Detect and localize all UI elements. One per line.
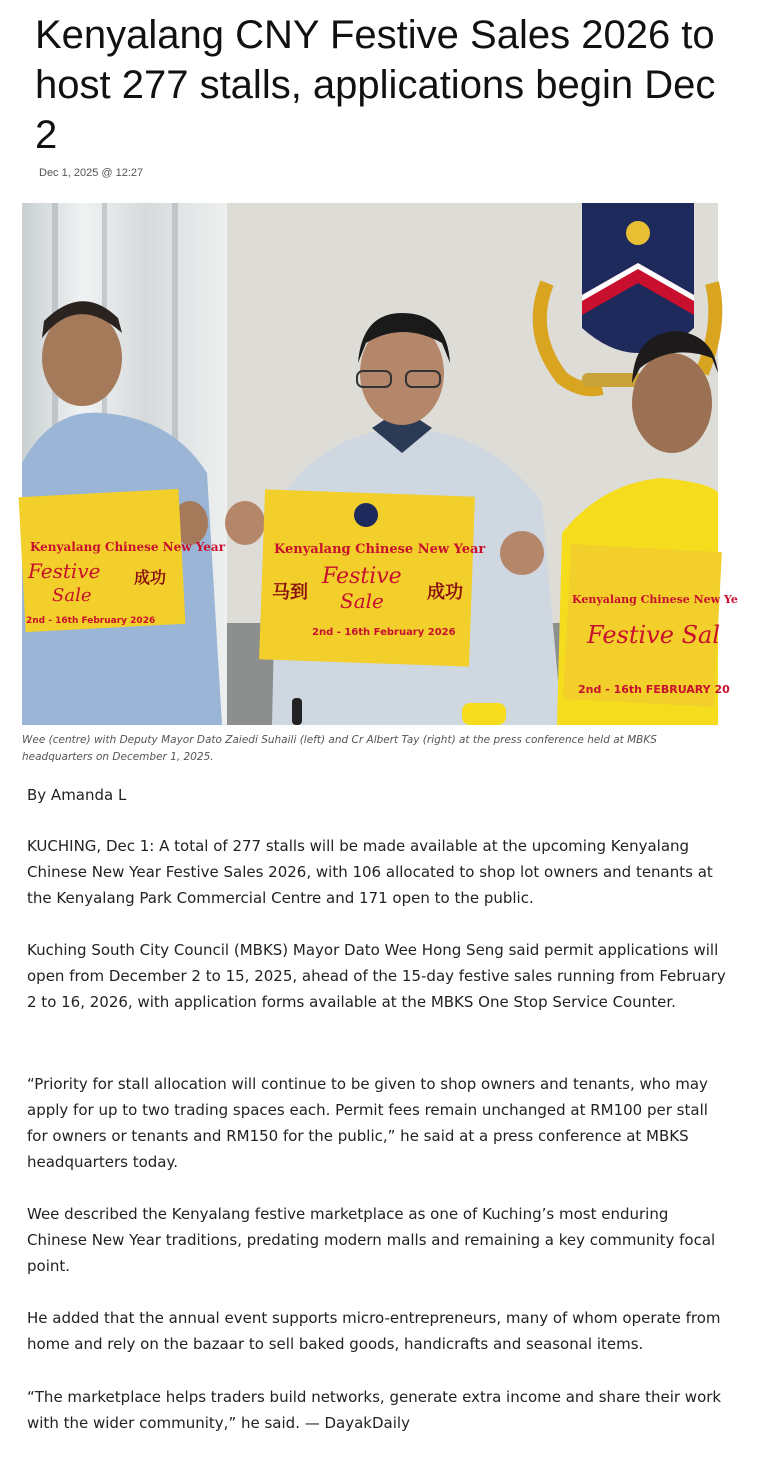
festive-sale-poster-centre	[259, 489, 485, 666]
microphone	[462, 703, 506, 725]
paragraph: Wee described the Kenyalang festive marketplace as one of Kuching’s most enduring Chinese New Year traditions, predating modern malls and remaining a key community focal point.	[27, 1205, 716, 1275]
svg-text:成功: 成功	[427, 582, 463, 603]
svg-text:2nd - 16th February 2026: 2nd - 16th February 2026	[26, 616, 156, 626]
festive-sale-poster-right	[563, 544, 738, 707]
microphone	[292, 698, 302, 725]
svg-text:Kenyalang Chinese New Year: Kenyalang Chinese New Year	[30, 540, 226, 554]
svg-text:Festive Sal: Festive Sal	[587, 621, 720, 649]
paragraph: Kuching South City Council (MBKS) Mayor Dato Wee Hong Seng said permit applications will open from December 2 to 15, 2025, ahead of the 15-day festive sales running from February 2 to 16, 2026, with application forms available at the MBKS One Stop Service Counter.	[27, 941, 726, 1011]
svg-text:Sale: Sale	[52, 585, 92, 606]
publish-date: Dec 1, 2025 @ 12:27	[39, 167, 144, 179]
paragraph: “Priority for stall allocation will continue to be given to shop owners and tenants, who may apply for up to two trading spaces each. Permit fees remain unchanged at RM100 per stall for owners or tenants and RM150 for the public,” he said at a press conference at MBKS headquarters today.	[27, 1075, 708, 1171]
svg-text:Festive: Festive	[322, 564, 402, 589]
svg-text:2nd - 16th February 2026: 2nd - 16th February 2026	[312, 627, 456, 638]
article-photo[interactable]	[22, 203, 738, 725]
svg-text:马到: 马到	[272, 582, 308, 603]
svg-text:成功: 成功	[134, 568, 167, 587]
photo-caption: Wee (centre) with Deputy Mayor Dato Zaiedi Suhaili (left) and Cr Albert Tay (right) at the press conference held at MBKS headquarters on December 1, 2025.	[22, 734, 657, 763]
svg-text:Festive: Festive	[28, 559, 101, 583]
svg-text:2nd - 16th FEBRUARY 20: 2nd - 16th FEBRUARY 20	[578, 683, 730, 696]
paragraph: “The marketplace helps traders build networks, generate extra income and share their work with the wider community,” he said. — DayakDaily	[27, 1388, 722, 1432]
paragraph: KUCHING, Dec 1: A total of 277 stalls will be made available at the upcoming Kenyalang Chinese New Year Festive Sales 2026, with 106 allocated to shop lot owners and tenants at the Kenyalang Park Commercial Centre and 171 open to the public.	[27, 837, 713, 907]
svg-text:Kenyalang Chinese New Year: Kenyalang Chinese New Year	[274, 542, 486, 557]
paragraph: He added that the annual event supports micro-entrepreneurs, many of whom operate from home and rely on the bazaar to sell baked goods, handicrafts and seasonal items.	[27, 1309, 721, 1353]
byline: By Amanda L	[27, 786, 127, 804]
article-title: Kenyalang CNY Festive Sales 2026 to host 277 stalls, applications begin Dec 2	[35, 13, 716, 157]
svg-text:Sale: Sale	[340, 589, 384, 613]
svg-text:Kenyalang Chinese New Ye: Kenyalang Chinese New Ye	[572, 593, 738, 606]
